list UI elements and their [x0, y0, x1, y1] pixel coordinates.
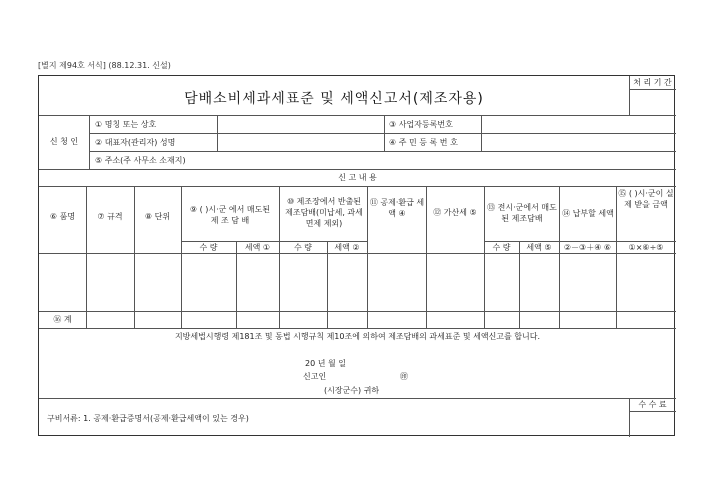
fee-label: 수 수 료 [638, 400, 667, 409]
column-city-actual-amount: ⑮ ( )시·군이 실제 받을 금액 [618, 189, 674, 209]
addressee: (시장군수) 귀하 [324, 386, 380, 395]
entry-row[interactable] [40, 254, 675, 310]
resident-reg-field[interactable] [482, 134, 675, 150]
declaration-text: 지방세법시행령 제181조 및 동법 시행규칙 제10조에 의하여 제조담배의 과세표준 및 세액신고를 합니다. [174, 332, 541, 341]
name-field[interactable] [218, 116, 383, 132]
representative-field[interactable] [218, 134, 383, 150]
form-title: 담배소비세과세표준 및 세액신고서(제조자용) [184, 91, 484, 107]
date-line[interactable]: 20 년 월 일 [305, 359, 346, 368]
name-label: ① 명칭 또는 상호 [95, 120, 157, 129]
total-label: ⑯ 계 [53, 315, 72, 324]
report-contents-header: 신 고 내 용 [338, 173, 377, 182]
tax-report-form [38, 75, 675, 436]
column-unit: ⑧ 단위 [144, 212, 171, 221]
applicant-label: 신 청 인 [49, 137, 79, 146]
representative-label: ② 대표자(관리자) 성명 [95, 138, 176, 147]
subheader-qty-13: 수 량 [492, 243, 511, 252]
resident-reg-label: ④ 주 민 등 록 번 호 [389, 138, 458, 147]
address-label: ⑤ 주소(주 사무소 소재지) [95, 156, 186, 165]
form-reference: [별지 제94호 서식] (88.12.31. 신설) [38, 61, 171, 70]
subheader-tax-1: 세액 ① [244, 243, 271, 252]
address-field[interactable] [218, 152, 675, 168]
subheader-qty-9: 수 량 [199, 243, 218, 252]
subheader-tax-5: 세액 ⑤ [526, 243, 552, 252]
subheader-qty-10: 수 량 [294, 243, 312, 252]
column-tax-payable: ⑭ 납부할 세액 [562, 209, 614, 218]
column-item-name: ⑥ 품명 [49, 212, 76, 221]
attachments-text: 구비서류: 1. 공제·환급증명서(공제·환급세액이 있는 경우) [47, 414, 249, 423]
business-reg-field[interactable] [482, 116, 675, 132]
processing-period-label: 처 리 기 간 [633, 78, 672, 87]
column-additional-tax: ⑫ 가산세 ⑤ [433, 208, 477, 217]
column-shipped-from-factory: ⑩ 제조장에서 반출된 제조담배(미납세, 과세면제 제외) [285, 197, 363, 228]
subheader-tax-2: 세액 ② [334, 243, 360, 252]
business-reg-label: ③ 사업자등록번호 [389, 120, 453, 129]
column-spec: ⑦ 규격 [97, 212, 123, 221]
column-deduction-refund: ⑪ 공제·환급 세 액 ④ [369, 198, 425, 218]
reporter-label: 신고인 [303, 372, 327, 381]
seal-mark: ㊞ [400, 372, 408, 381]
column-sold-in-city: ⑨ ( )시·군 에서 매도된 제 조 담 배 [189, 205, 271, 225]
subheader-formula-14: ②－③＋④ ⑥ [563, 243, 612, 252]
column-sold-all-cities: ⑬ 전시·군에서 매도된 제조담배 [487, 203, 557, 223]
subheader-formula-15: ①×⑥÷⑤ [628, 243, 664, 252]
